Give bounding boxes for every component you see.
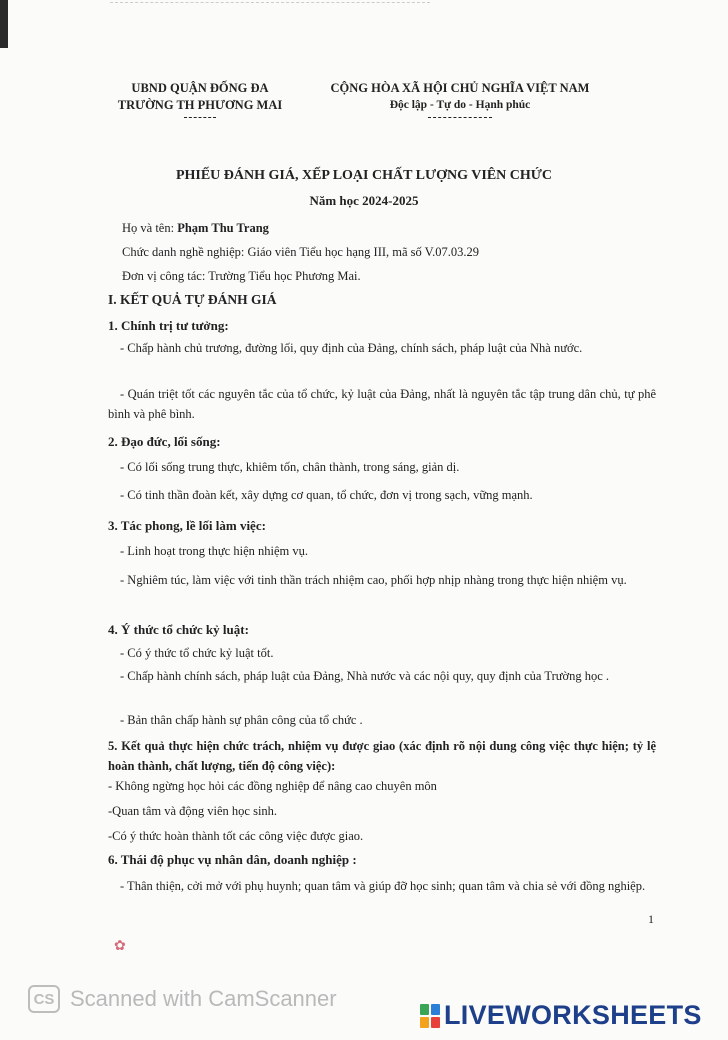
header-left <box>100 80 300 118</box>
heading-ethics: 2. Đạo đức, lối sống: <box>108 434 221 449</box>
header-right <box>300 80 620 118</box>
header-left-dash <box>184 117 216 118</box>
discipline-item-1: - Có ý thức tổ chức kỷ luật tốt. <box>120 646 274 660</box>
task-results-item-3: -Có ý thức hoàn thành tốt các công việc được giao. <box>108 829 364 843</box>
work-style-item-1: - Linh hoạt trong thực hiện nhiệm vụ. <box>120 544 308 558</box>
liveworksheets-text: LIVEWORKSHEETS <box>444 1000 702 1030</box>
scan-dots <box>110 2 430 7</box>
camscanner-icon: CS <box>28 985 60 1013</box>
section-heading: I. KẾT QUẢ TỰ ĐÁNH GIÁ <box>108 292 277 307</box>
name-value: Phạm Thu Trang <box>177 221 269 235</box>
discipline-item-2: - Chấp hành chính sách, pháp luật của Đảng, Nhà nước và các nội quy, quy định của Trường học . <box>120 669 610 683</box>
work-style-item-2: - Nghiêm túc, làm việc với tinh thần trách nhiệm cao, phối hợp nhịp nhàng trong thực hiện nhiệm vụ. <box>120 573 627 587</box>
job-title-line: Chức danh nghề nghiệp: Giáo viên Tiểu học hạng III, mã số V.07.03.29 <box>122 245 479 259</box>
name-line <box>122 218 269 238</box>
heading-discipline: 4. Ý thức tổ chức kỷ luật: <box>108 622 249 637</box>
school-name: TRƯỜNG TH PHƯƠNG MAI <box>117 98 283 112</box>
heading-work-style: 3. Tác phong, lề lối làm việc: <box>108 518 266 533</box>
heading-service-attitude: 6. Thái độ phục vụ nhân dân, doanh nghiệp : <box>108 852 357 867</box>
heading-politics: 1. Chính trị tư tưởng: <box>108 318 229 333</box>
task-results-item-1: - Không ngừng học hỏi các đồng nghiệp để nâng cao chuyên môn <box>108 779 437 793</box>
service-attitude-paragraph: - Thân thiện, cởi mở với phụ huynh; quan tâm và giúp đỡ học sinh; quan tâm và chia sẻ với đồng nghiệp. <box>120 879 646 893</box>
ethics-item-2: - Có tinh thần đoàn kết, xây dựng cơ quan, tổ chức, đơn vị trong sạch, vững mạnh. <box>120 488 533 502</box>
document-title: PHIẾU ĐÁNH GIÁ, XẾP LOẠI CHẤT LƯỢNG VIÊN CHỨC <box>175 168 553 183</box>
heading-task-results: 5. Kết quả thực hiện chức trách, nhiệm vụ được giao (xác định rõ nội dung công việc thực hiện; tỷ lệ hoàn thành, chất lượng, tiến độ công việc): <box>108 739 656 773</box>
camscanner-text: Scanned with CamScanner <box>70 986 337 1011</box>
page-number: 1 <box>648 912 654 926</box>
document-header <box>100 80 620 124</box>
stamp-mark: ✿ <box>114 939 126 954</box>
task-results-item-2: -Quan tâm và động viên học sinh. <box>108 804 278 818</box>
ethics-item-1: - Có lối sống trung thực, khiêm tốn, chân thành, trong sáng, giản dị. <box>120 460 460 474</box>
scan-edge-mark <box>0 0 8 48</box>
liveworksheets-icon <box>420 1004 440 1028</box>
nation-name: CỘNG HÒA XÃ HỘI CHỦ NGHĨA VIỆT NAM <box>330 81 590 95</box>
header-right-dash <box>428 117 492 118</box>
camscanner-watermark <box>28 985 337 1013</box>
discipline-item-3: - Bản thân chấp hành sự phân công của tổ chức . <box>120 713 363 727</box>
work-unit-line: Đơn vị công tác: Trường Tiểu học Phương Mai. <box>122 269 361 283</box>
politics-paragraph-2: - Quán triệt tốt các nguyên tắc của tổ chức, kỷ luật của Đảng, nhất là nguyên tắc tập trung dân chủ, tự phê bình và phê bình. <box>108 387 656 421</box>
politics-paragraph-1: - Chấp hành chủ trương, đường lối, quy định của Đảng, chính sách, pháp luật của Nhà nước. <box>120 341 583 355</box>
district-name: UBND QUẬN ĐỐNG ĐA <box>131 81 269 95</box>
name-label: Họ và tên: <box>122 221 178 235</box>
school-year: Năm học 2024-2025 <box>309 193 419 208</box>
nation-motto: Độc lập - Tự do - Hạnh phúc <box>389 99 531 111</box>
liveworksheets-logo[interactable] <box>420 1000 702 1031</box>
